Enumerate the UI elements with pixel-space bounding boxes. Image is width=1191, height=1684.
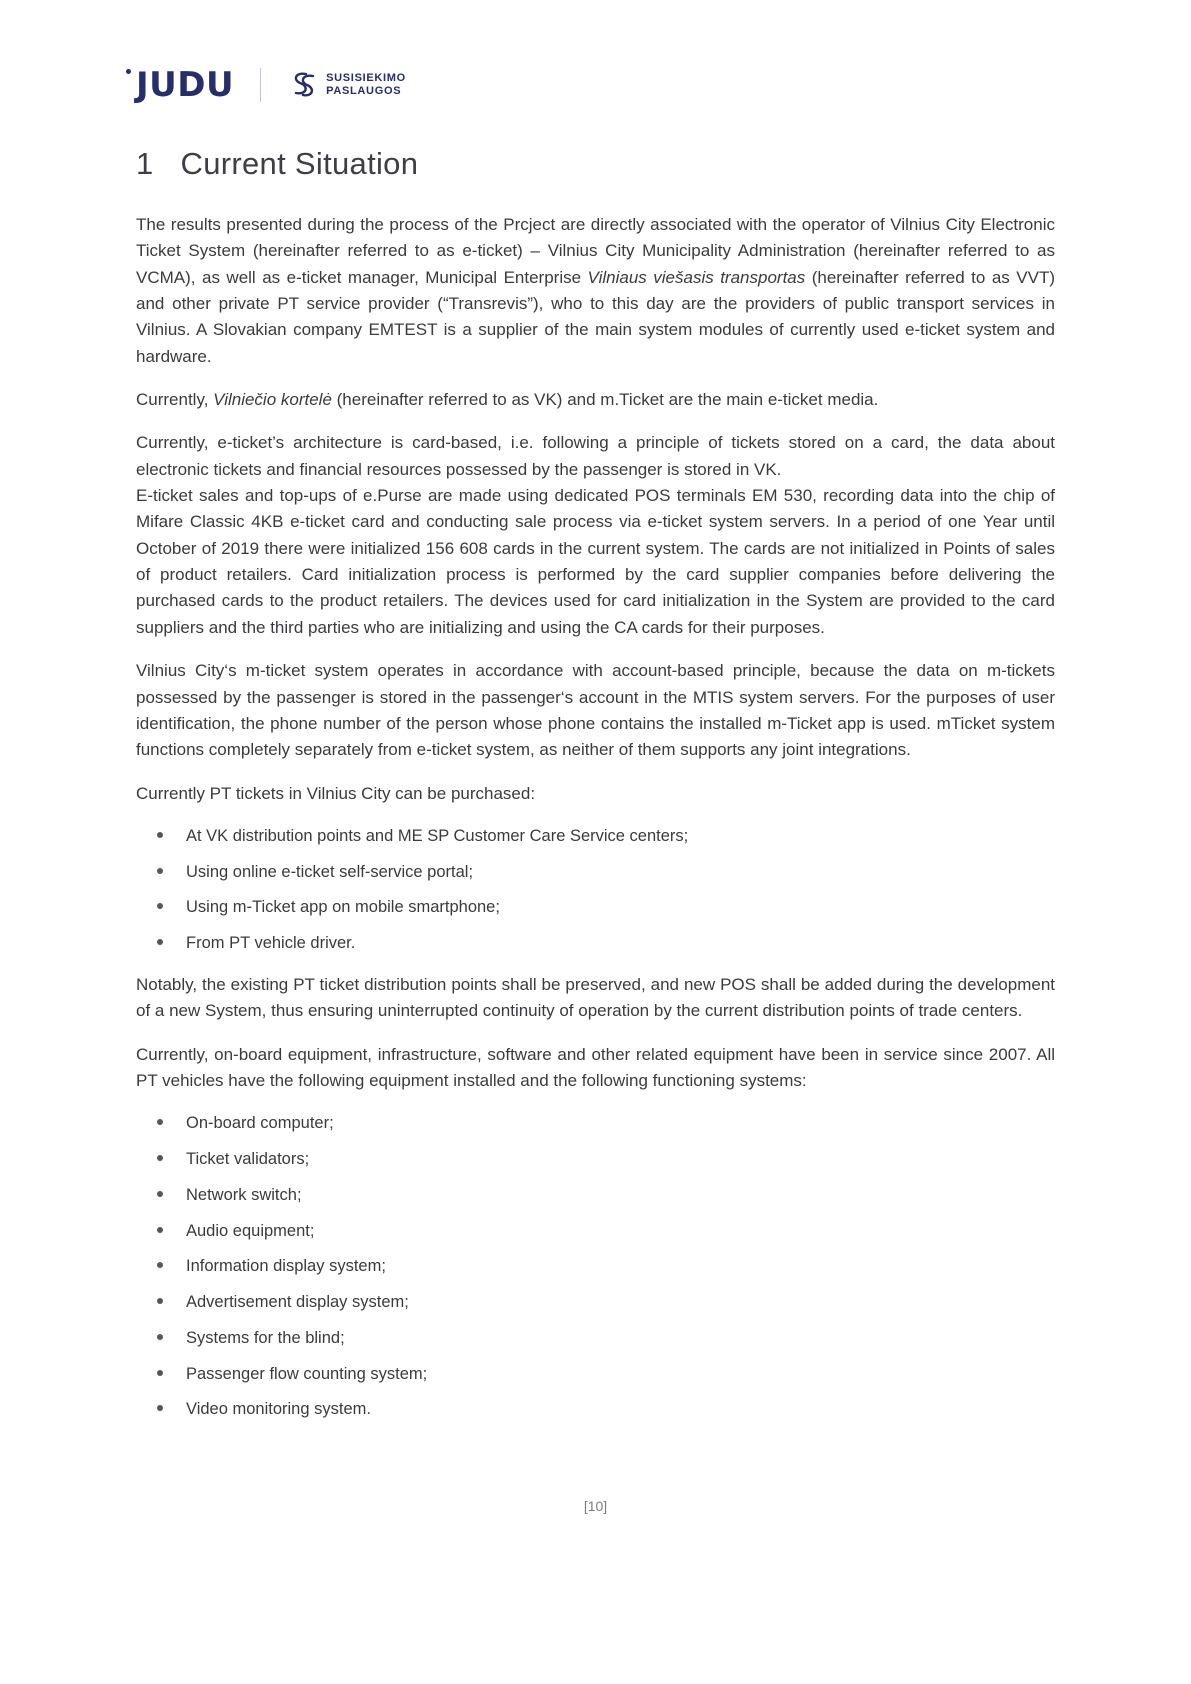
list-item: Audio equipment;: [136, 1219, 1055, 1244]
vehicle-equipment-list: [136, 1111, 1055, 1422]
paragraph-2-italic: Vilniečio kortelė: [213, 390, 332, 410]
section-heading: [136, 146, 1055, 182]
section-title: Current Situation: [180, 146, 419, 181]
page-number: [10]: [583, 1498, 608, 1514]
paragraph-1-text: The results presented during the process of the Prcject are directly associated with the operator of Vilnius City Electronic Ticket System (hereinafter referred to as e-ticket) – Vilnius City Municipality Administration (hereinafter referred to as VCMA), as well as e-ticket manager, Municipal Enterprise: [136, 215, 1055, 287]
header: [136, 64, 1055, 106]
partner-name-line1: SUSISIEKIMO: [326, 71, 406, 84]
paragraph-2-text: Currently,: [136, 390, 214, 410]
list-item: Network switch;: [136, 1183, 1055, 1208]
paragraph-6: Currently PT tickets in Vilnius City can be purchased:: [136, 783, 536, 803]
paragraph-5: Vilnius City‘s m-ticket system operates in accordance with account-based principle, because the data on m-tickets possessed by the passenger is stored in the passenger‘s account in the MTIS system servers. For the purposes of user identification, the phone number of the person whose phone contains the installed m-Ticket app is used. mTicket system functions completely separately from e-ticket system, as neither of them supports any joint integrations.: [136, 661, 1055, 760]
paragraph-2-text-end: (hereinafter referred to as VK) and m.Ticket are the main e-ticket media.: [331, 390, 879, 410]
list-item: At VK distribution points and ME SP Customer Care Service centers;: [136, 824, 1055, 849]
paragraph-1-italic: Vilniaus viešasis transportas: [587, 267, 806, 287]
ss-swirl-icon: [287, 71, 317, 99]
list-item: Ticket validators;: [136, 1147, 1055, 1172]
list-item: Video monitoring system.: [136, 1397, 1055, 1422]
paragraph-3: Currently, e-ticket’s architecture is card-based, i.e. following a principle of tickets stored on a card, the data about electronic tickets and financial resources possessed by the passenger is stored in VK.: [136, 433, 1055, 479]
list-item: Advertisement display system;: [136, 1290, 1055, 1315]
list-item: On-board computer;: [136, 1111, 1055, 1136]
purchase-options-list: [136, 824, 1055, 956]
list-item: Passenger flow counting system;: [136, 1362, 1055, 1387]
partner-name: [326, 72, 406, 98]
partner-name-line2: PASLAUGOS: [326, 85, 402, 97]
paragraph-4: E-ticket sales and top-ups of e.Purse are made using dedicated POS terminals EM 530, recording data into the chip of Mifare Classic 4KB e-ticket card and conducting sale process via e-ticket system servers. In a period of one Year until October of 2019 there were initialized 156 608 cards in the current system. The cards are not initialized in Points of sales of product retailers. Card initialization process is performed by the card supplier companies before delivering the purchased cards to the product retailers. The devices used for card initialization in the System are provided to the card suppliers and the third parties who are initializing and using the CA cards for their purposes.: [136, 486, 1055, 637]
list-item: Systems for the blind;: [136, 1326, 1055, 1351]
partner-logo: [287, 71, 406, 99]
judu-logo: JUDU: [136, 65, 235, 105]
section-number: 1: [136, 146, 154, 181]
paragraph-8: Currently, on-board equipment, infrastructure, software and other related equipment have been in service since 2007. All PT vehicles have the following equipment installed and the following functioning systems:: [136, 1044, 1055, 1090]
paragraph-1-text-end: (hereinafter referred to as VVT) and other private PT service provider (“Transrevis”), who to this day are the providers of public transport services in Vilnius. A Slovakian company EMTEST is a supplier of the main system modules of currently used e-ticket system and hardware.: [136, 267, 1055, 366]
logo-divider: [260, 68, 261, 102]
list-item: Information display system;: [136, 1254, 1055, 1279]
paragraph-7: Notably, the existing PT ticket distribution points shall be preserved, and new POS shall be added during the development of a new System, thus ensuring uninterrupted continuity of operation by the current distribution points of trade centers.: [136, 974, 1055, 1021]
paragraph-1: [136, 212, 1055, 370]
list-item: Using m-Ticket app on mobile smartphone;: [136, 895, 1055, 920]
paragraph-2: [136, 387, 1055, 413]
list-item: Using online e-ticket self-service portal;: [136, 860, 1055, 885]
list-item: From PT vehicle driver.: [136, 931, 1055, 956]
